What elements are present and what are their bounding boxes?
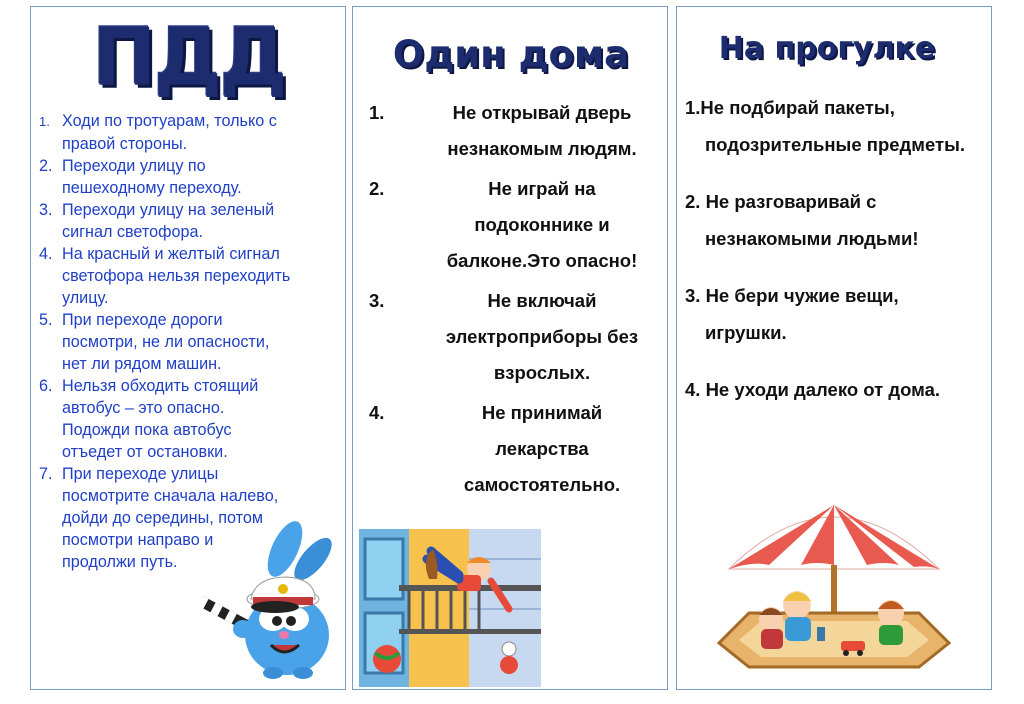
rule-number: 4. bbox=[39, 245, 53, 263]
rule-text-line: посмотрите сначала налево, bbox=[62, 487, 279, 505]
rule-text-line: Переходи улицу по bbox=[62, 157, 206, 175]
rule-number: 1. bbox=[369, 102, 385, 123]
rule-text-line: Нельзя обходить стоящий bbox=[62, 377, 259, 395]
walk-rule-item bbox=[685, 277, 995, 351]
rule-text-line: Ходи по тротуарам, только с bbox=[62, 112, 277, 130]
rule-text-line: 1.Не подбирай пакеты, bbox=[685, 97, 895, 118]
walk-rule-item bbox=[685, 371, 995, 408]
rule-text-line: игрушки. bbox=[705, 322, 787, 343]
panel-on-walk bbox=[676, 6, 992, 690]
sandbox-children-illustration bbox=[709, 495, 959, 675]
rule-text-line: При переходе дороги bbox=[62, 311, 223, 329]
rule-text-line: незнакомым людям. bbox=[447, 138, 637, 159]
traffic-rule-item bbox=[39, 199, 339, 243]
rule-text-line: взрослых. bbox=[493, 362, 591, 383]
walk-rule-item bbox=[685, 89, 995, 163]
rule-text-line: подоконнике и bbox=[474, 214, 610, 235]
rule-number: 3. bbox=[369, 290, 385, 311]
traffic-rules-list bbox=[39, 110, 339, 573]
walk-rules-list bbox=[685, 89, 995, 428]
panel-traffic-rules bbox=[30, 6, 346, 690]
rule-text-line: автобус – это опасно. bbox=[62, 399, 225, 417]
rule-text-line: незнакомыми людьми! bbox=[705, 228, 919, 249]
traffic-rule-item bbox=[39, 110, 339, 155]
rule-number: 2. bbox=[39, 157, 53, 175]
rule-text-line: нет ли рядом машин. bbox=[62, 355, 222, 373]
rule-text-line: посмотри, не ли опасности, bbox=[62, 333, 270, 351]
rule-text-line: При переходе улицы bbox=[62, 465, 219, 483]
rule-text-line: самостоятельно. bbox=[463, 474, 621, 495]
home-rules-list bbox=[353, 95, 669, 507]
rule-number: 1. bbox=[39, 114, 50, 129]
rule-number: 6. bbox=[39, 377, 53, 395]
rule-text-line: подозрительные предметы. bbox=[705, 134, 966, 155]
home-rule-item bbox=[353, 283, 669, 391]
rule-text-line: пешеходному переходу. bbox=[62, 179, 242, 197]
rule-text-line: правой стороны. bbox=[62, 135, 188, 153]
rule-text-line: балконе.Это опасно! bbox=[446, 250, 638, 271]
rule-text-line: 4. Не уходи далеко от дома. bbox=[685, 379, 941, 400]
balcony-fall-illustration bbox=[359, 529, 541, 687]
rule-text-line: Подожди пока автобус bbox=[62, 421, 232, 439]
walk-rule-item bbox=[685, 183, 995, 257]
rule-text-line: отъедет от остановки. bbox=[62, 443, 228, 461]
rule-number: 4. bbox=[369, 402, 385, 423]
rule-number: 3. bbox=[39, 201, 53, 219]
rule-text-line: посмотри направо и bbox=[62, 531, 214, 549]
traffic-rule-item bbox=[39, 309, 339, 375]
traffic-rule-item bbox=[39, 155, 339, 199]
rule-text-line: лекарства bbox=[495, 438, 589, 459]
traffic-rule-item bbox=[39, 375, 339, 463]
panel-title-pdd: ПДД bbox=[92, 9, 286, 104]
bunny-police-mascot-illustration bbox=[203, 517, 339, 682]
rule-text-line: электроприборы без bbox=[445, 326, 639, 347]
traffic-rule-item bbox=[39, 243, 339, 309]
panel-title-home: Один дома bbox=[392, 33, 630, 76]
rule-number: 7. bbox=[39, 465, 53, 483]
rule-number: 2. bbox=[369, 178, 385, 199]
rule-text-line: Переходи улицу на зеленый bbox=[62, 201, 275, 219]
rule-text-line: Не открывай дверь bbox=[452, 102, 632, 123]
home-rule-item bbox=[353, 171, 669, 279]
rule-text-line: На красный и желтый сигнал bbox=[62, 245, 280, 263]
rule-text-line: 3. Не бери чужие вещи, bbox=[685, 285, 899, 306]
home-rule-item bbox=[353, 95, 669, 167]
rule-number: 5. bbox=[39, 311, 53, 329]
rule-text-line: дойди до середины, потом bbox=[62, 509, 263, 527]
rule-text-line: сигнал светофора. bbox=[62, 223, 203, 241]
panel-title-walk: На прогулке bbox=[718, 31, 936, 66]
rule-text-line: 2. Не разговаривай с bbox=[685, 191, 877, 212]
rule-text-line: продолжи путь. bbox=[62, 553, 178, 571]
rule-text-line: улицу. bbox=[62, 289, 109, 307]
panel-home-alone bbox=[352, 6, 668, 690]
rule-text-line: Не включай bbox=[487, 290, 597, 311]
rule-text-line: Не играй на bbox=[488, 178, 596, 199]
home-rule-item bbox=[353, 395, 669, 503]
rule-text-line: светофора нельзя переходить bbox=[62, 267, 291, 285]
rule-text-line: Не принимай bbox=[481, 402, 603, 423]
